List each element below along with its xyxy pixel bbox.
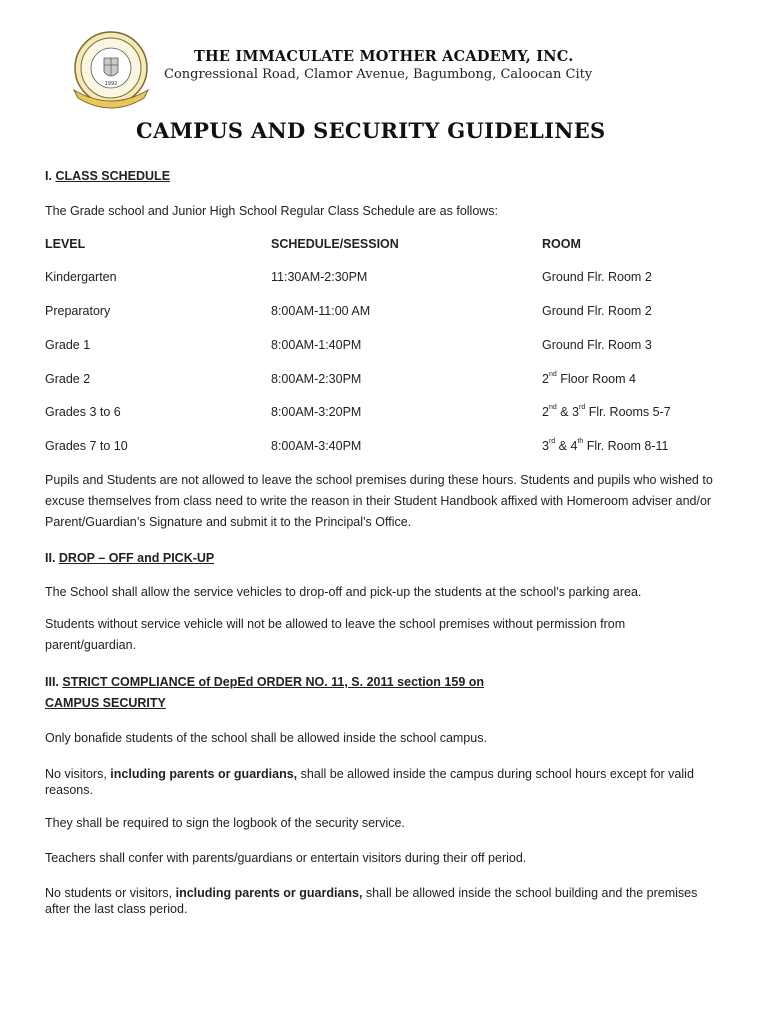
school-address: Congressional Road, Clamor Avenue, Bagumbong, Caloocan City xyxy=(164,67,593,82)
cell-room: 3rd & 4th Flr. Room 8-11 xyxy=(542,438,669,453)
cell-room: Ground Flr. Room 2 xyxy=(542,270,652,284)
section-heading-class-schedule xyxy=(45,169,170,183)
security-paragraph-1: Only bonafide students of the school shall be allowed inside the school campus. xyxy=(45,731,487,745)
cell-room: 2nd Floor Room 4 xyxy=(542,371,636,386)
cell-level: Kindergarten xyxy=(45,270,117,284)
cell-schedule: 11:30AM-2:30PM xyxy=(271,270,368,284)
drop-off-paragraph-1: The School shall allow the service vehicles to drop-off and pick-up the students at the school’s parking area. xyxy=(45,585,642,599)
cell-level: Grades 7 to 10 xyxy=(45,439,128,453)
cell-schedule: 8:00AM-3:40PM xyxy=(271,439,362,453)
column-header-level: LEVEL xyxy=(45,237,86,251)
section-title-line-2: CAMPUS SECURITY xyxy=(45,696,166,710)
schedule-note: Pupils and Students are not allowed to leave the school premises during these hours. Students and pupils who wished to excuse themselves from class need to write the reason in their Student Handbook affixed with Homeroom adviser and/or Parent/Guardian’s Signature and submit it to the Principal’s Office. xyxy=(45,473,713,529)
drop-off-paragraph-2: Students without service vehicle will not be allowed to leave the school premises without permission from parent/guardian. xyxy=(45,617,626,652)
cell-room: 2nd & 3rd Flr. Rooms 5-7 xyxy=(542,404,671,419)
section-number: I. xyxy=(45,169,52,183)
column-header-schedule: SCHEDULE/SESSION xyxy=(271,237,399,251)
section-number: II. xyxy=(45,551,56,565)
security-paragraph-2: No visitors, including parents or guardians, shall be allowed inside the campus during school hours except for valid reasons. xyxy=(45,767,694,797)
cell-room: Ground Flr. Room 2 xyxy=(542,304,652,318)
security-paragraph-4: Teachers shall confer with parents/guardians or entertain visitors during their off period. xyxy=(45,851,527,865)
cell-room: Ground Flr. Room 3 xyxy=(542,338,652,352)
cell-level: Grades 3 to 6 xyxy=(45,405,121,419)
section-title: DROP – OFF and PICK-UP xyxy=(58,551,215,565)
seal-year: 1992 xyxy=(104,81,118,87)
column-header-room: ROOM xyxy=(542,237,581,251)
school-seal xyxy=(68,28,154,114)
section-heading-campus-security xyxy=(45,675,484,689)
cell-schedule: 8:00AM-2:30PM xyxy=(271,372,362,386)
cell-schedule: 8:00AM-1:40PM xyxy=(271,338,362,352)
school-name: THE IMMACULATE MOTHER ACADEMY, INC. xyxy=(194,48,574,65)
section-title-line-1: STRICT COMPLIANCE of DepEd ORDER NO. 11, S. 2011 section 159 on xyxy=(62,675,485,689)
cell-level: Preparatory xyxy=(45,304,111,318)
security-paragraph-3: They shall be required to sign the logbook of the security service. xyxy=(45,816,405,830)
cell-level: Grade 2 xyxy=(45,372,91,386)
schedule-intro: The Grade school and Junior High School Regular Class Schedule are as follows: xyxy=(45,204,499,218)
section-number: III. xyxy=(45,675,59,689)
section-heading-drop-off xyxy=(45,551,214,565)
page-title: CAMPUS AND SECURITY GUIDELINES xyxy=(136,118,606,143)
section-title: CLASS SCHEDULE xyxy=(55,169,171,183)
security-paragraph-5: No students or visitors, including parents or guardians, shall be allowed inside the school building and the premises after the last class period. xyxy=(45,886,698,916)
cell-schedule: 8:00AM-3:20PM xyxy=(271,405,362,419)
cell-level: Grade 1 xyxy=(45,338,91,352)
cell-schedule: 8:00AM-11:00 AM xyxy=(271,304,371,318)
